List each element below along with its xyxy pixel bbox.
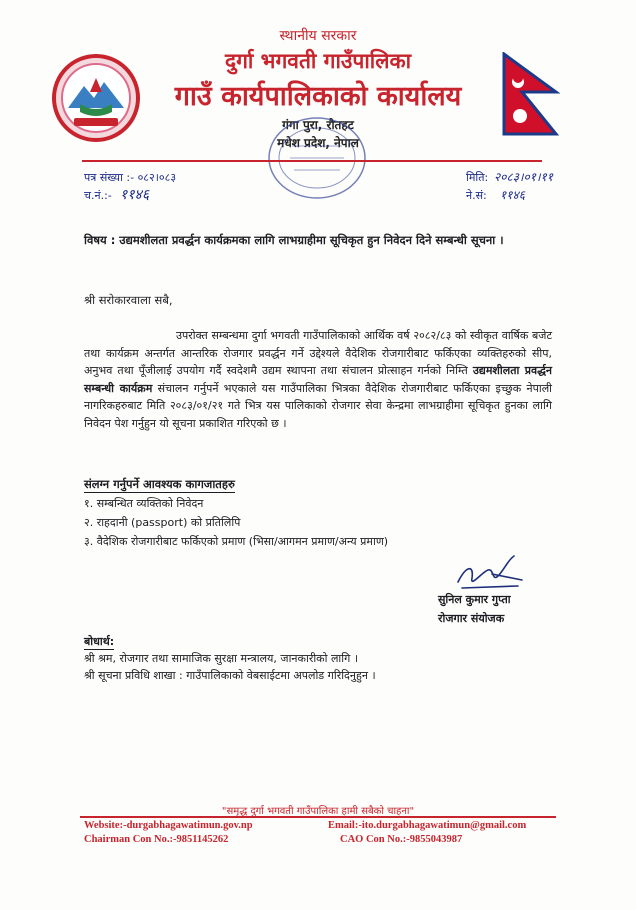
letter-number: पत्र संख्या :- ०८२।०८३ [84, 171, 177, 184]
body-part-2: संचालन गर्नुपर्ने भएकाले यस गाउँपालिका भित्रका वैदेशिक रोजगारीबाट फर्किएका इच्छुक नेपाली नागरिकहरुबाट मिति २०८३/०१/२१ गते भित्र यस पालिकाको रोजगार सेवा केन्द्रमा लाभग्राहीमा सूचिकृत हुनका लागि निवेदन पेश गर्नुहुन यो सूचना प्रकाशित गरिएको छ । [84, 381, 552, 430]
footer-website: Website:-durgabhagawatimun.gov.np [84, 820, 253, 831]
address-line-1: गंगा पुरा, रौतहट [282, 118, 354, 132]
ns-value: ११४६ [500, 188, 525, 202]
footer-email: Email:-ito.durgabhagawatimun@gmail.com [328, 820, 527, 831]
signature-icon [452, 548, 528, 596]
municipality-name: दुर्गा भगवती गाउँपालिका [224, 48, 412, 73]
body-part-1: उपरोक्त सम्बन्धमा दुर्गा भगवती गाउँपालिकाको आर्थिक वर्ष २०८२/८३ को स्वीकृत वार्षिक बजेट तथा कार्यक्रम अन्तर्गत आन्तरिक रोजगार प्रवर्द्धन गर्ने उद्देश्यले वैदेशिक रोजगारीबाट फर्किएका व्यक्तिहरुको सीप, अनुभव तथा पूँजीलाई उपयोग गर्दै स्वदेशमै उद्यम स्थापना तथा संचालन प्रोत्साहन गर्नको निम्ति [84, 329, 552, 378]
signatory-title: रोजगार संयोजक [438, 612, 505, 625]
footer-divider [80, 816, 556, 818]
list-item: श्री श्रम, रोजगार तथा सामाजिक सुरक्षा मन्त्रालय, जानकारीको लागि । [84, 652, 358, 665]
salutation: श्री सरोकारवाला सबै, [84, 293, 173, 307]
signatory-name: सुनिल कुमार गुप्ता [438, 593, 511, 606]
attachments-title: संलग्न गर्नुपर्ने आवश्यक कागजातहरु [84, 477, 235, 491]
subject-line: विषय : उद्यमशीलता प्रवर्द्धन कार्यक्रमका लागि लाभग्राहीमा सूचिकृत हुन निवेदन दिने सम्बन्धी सूचना । [84, 233, 504, 247]
body-paragraph [84, 327, 552, 433]
ns-label: ने.सं: [466, 189, 487, 202]
footer-cao-contact: CAO Con No.:-9855043987 [340, 834, 463, 845]
list-item: श्री सूचना प्रविधि शाखा : गाउँपालिकाको वेबसाईटमा अपलोड गरिदिनुहुन । [84, 669, 376, 682]
address-line-2: मधेश प्रदेश, नेपाल [277, 136, 359, 150]
list-item: १. सम्बन्धित व्यक्तिको निवेदन [84, 497, 204, 510]
local-government-label: स्थानीय सरकार [279, 28, 357, 44]
dispatch-number: ११४६ [120, 187, 150, 203]
office-stamp-icon [262, 108, 372, 204]
header-divider [82, 160, 542, 162]
attachments-list [84, 494, 388, 551]
date-value: २०८३।०१।११ [494, 170, 554, 184]
cc-list [84, 650, 376, 684]
program-name: उद्यमशीलता प्रवर्द्धन सम्बन्धी कार्यक्रम [84, 364, 552, 395]
list-item: ३. वैदेशिक रोजगारीबाट फर्किएको प्रमाण (भिसा/आगमन प्रमाण/अन्य प्रमाण) [84, 535, 389, 548]
office-name: गाउँ कार्यपालिकाको कार्यालय [174, 81, 462, 112]
list-item: २. राहदानी (passport) को प्रतिलिपि [84, 516, 241, 529]
cc-title: बोधार्थ: [84, 635, 115, 648]
date-label: मिति: [466, 171, 489, 184]
footer-chairman-contact: Chairman Con No.:-9851145262 [84, 834, 229, 845]
footer-slogan: "समृद्ध दुर्गा भगवती गाउँपालिका हामी सबैको चाहना" [221, 806, 415, 817]
dispatch-number-label: च.नं.:- [84, 189, 112, 202]
